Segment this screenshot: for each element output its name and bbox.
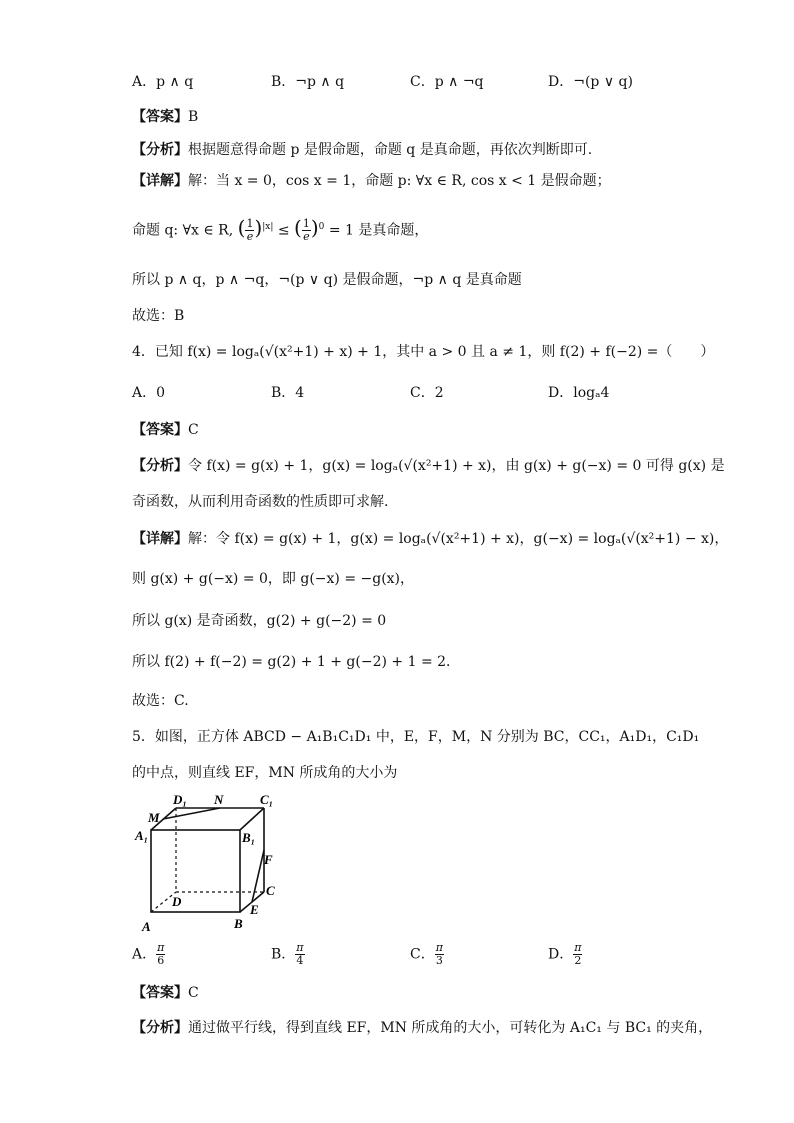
q4-detail-2: 则 g(x) + g(−x) = 0，即 g(−x) = −g(x)， (132, 571, 415, 587)
label-f: F (264, 852, 273, 867)
q5-answer (132, 983, 199, 1003)
q4-analysis-2: 奇函数，从而利用奇函数的性质即可求解. (132, 494, 389, 510)
cube-figure (132, 790, 292, 939)
label-e: E (250, 902, 259, 917)
q4-stem: 4．已知 f(x) = logₐ(√(x²+1) + x) + 1，其中 a > 0 且 a ≠ 1，则 f(2) + f(−2) =（ ） (132, 344, 715, 360)
q4-option-b: B．4 (271, 385, 305, 401)
q5-stem-2: 的中点，则直线 EF，MN 所成角的大小为 (132, 765, 398, 781)
q5-option-d: D． $\frac{\pi}{2}$ (548, 941, 582, 967)
q3-conclusion: 故选：B (132, 308, 185, 324)
label-c1: C₁ (260, 792, 274, 807)
analysis-tag: 【分析】 (132, 142, 188, 158)
answer-value: B (188, 109, 199, 125)
q5-stem-1: 5．如图，正方体 ABCD − A₁B₁C₁D₁ 中，E，F，M，N 分别为 BC，CC₁，A₁D₁，C₁D₁ (132, 729, 700, 745)
q5-option-c: C． $\frac{\pi}{3}$ (410, 941, 443, 967)
answer-tag: 【答案】 (132, 109, 188, 125)
q5-option-b: B． $\frac{\pi}{4}$ (271, 941, 304, 967)
label-b: B (234, 916, 243, 931)
answer-value: C (188, 422, 199, 438)
q3-option-b: B．¬p ∧ q (271, 74, 345, 90)
q4-detail-4: 所以 f(2) + f(−2) = g(2) + 1 + g(−2) + 1 = 2． (132, 654, 461, 670)
fraction: $\frac{1}{e}$ (302, 217, 310, 244)
label-b1: B₁ (242, 830, 256, 845)
q3-option-a: A．p ∧ q (132, 74, 194, 90)
label-c: C (266, 883, 275, 898)
q4-option-a: A．0 (132, 385, 166, 401)
q3-detail-2: 命题 q: ∀x ∈ R, ( $\frac{1}{e}$ )$^{|x|}$ ≤ ( $\frac{1}{e}$ )$^0$ = 1 是真命题， (132, 215, 429, 244)
analysis-tag: 【分析】 (132, 458, 188, 474)
label-d: D (172, 894, 182, 909)
answer-tag: 【答案】 (132, 985, 188, 1001)
label-a1: A₁ (135, 828, 149, 843)
detail-tag: 【详解】 (132, 173, 188, 189)
analysis-text: 通过做平行线，得到直线 EF，MN 所成角的大小，可转化为 A₁C₁ 与 BC₁ 的夹角， (188, 1020, 713, 1036)
q4-option-c: C．2 (410, 385, 444, 401)
q3-option-c: C．p ∧ ¬q (410, 74, 484, 90)
analysis-text: 根据题意得命题 p 是假命题，命题 q 是真命题，再依次判断即可. (188, 142, 593, 158)
q3-analysis (132, 140, 592, 160)
q4-detail-1 (132, 529, 728, 549)
q4-answer (132, 420, 199, 440)
q5-analysis (132, 1018, 712, 1038)
detail-text: = 1 是真命题， (328, 222, 429, 239)
detail-text: 解：令 f(x) = g(x) + 1，g(x) = logₐ(√(x²+1) + x)，g(−x) = logₐ(√(x²+1) − x)， (188, 531, 729, 547)
q4-detail-3: 所以 g(x) 是奇函数，g(2) + g(−2) = 0 (132, 613, 387, 629)
q3-detail-3: 所以 p ∧ q，p ∧ ¬q，¬(p ∨ q) 是假命题，¬p ∧ q 是真命题 (132, 272, 522, 288)
detail-text: 解：当 x = 0，cos x = 1，命题 p: ∀x ∈ R, cos x < 1 是假命题； (188, 173, 611, 189)
label-n: N (214, 792, 224, 807)
q5-option-a: A． $\frac{\pi}{6}$ (132, 941, 165, 967)
label-d1: D₁ (173, 792, 187, 807)
q3-option-d: D．¬(p ∨ q) (548, 74, 633, 90)
detail-tag: 【详解】 (132, 531, 188, 547)
answer-value: C (188, 985, 199, 1001)
detail-text: 命题 q: ∀x ∈ R, (132, 222, 234, 239)
label-a: A (142, 919, 151, 934)
answer-tag: 【答案】 (132, 422, 188, 438)
analysis-tag: 【分析】 (132, 1020, 188, 1036)
q4-option-d: D．logₐ4 (548, 385, 610, 401)
q3-detail-1 (132, 171, 611, 191)
label-m: M (148, 810, 160, 825)
q4-analysis-1 (132, 456, 725, 476)
fraction: $\frac{1}{e}$ (246, 217, 254, 244)
q3-answer (132, 107, 198, 127)
q4-conclusion: 故选：C. (132, 693, 189, 709)
analysis-text: 令 f(x) = g(x) + 1，g(x) = logₐ(√(x²+1) + x)，由 g(x) + g(−x) = 0 可得 g(x) 是 (188, 458, 725, 474)
